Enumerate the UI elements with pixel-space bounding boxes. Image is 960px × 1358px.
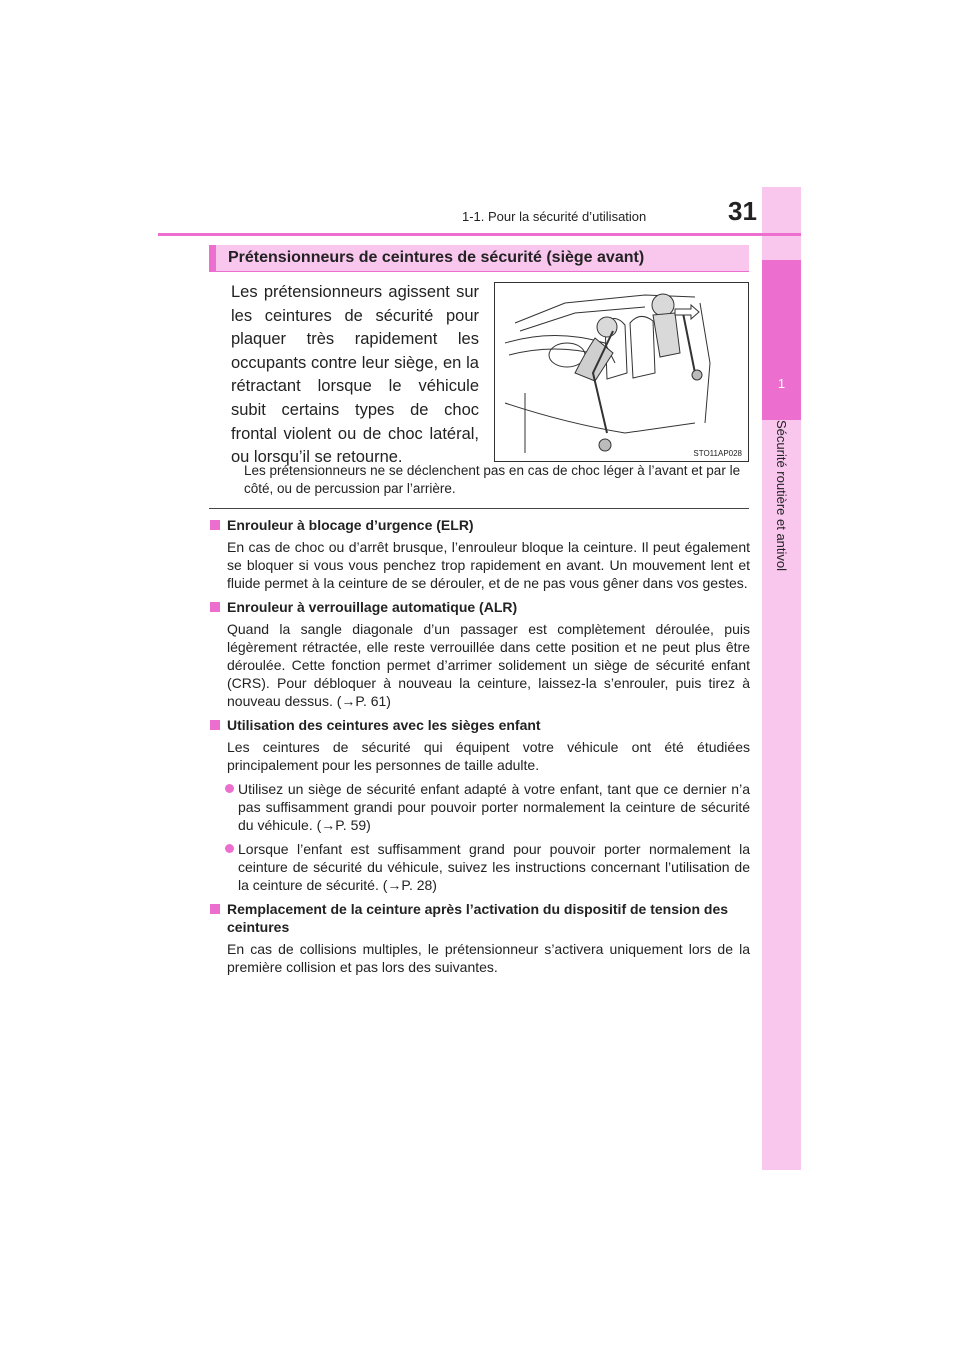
item-body: En cas de collisions multiples, le prétensionneur s’activera uniquement lors de la première collision et pas lors des suivantes. [227, 941, 750, 975]
illustration-code: STO11AP028 [693, 449, 742, 458]
list-item [210, 598, 750, 710]
section-underline [209, 271, 749, 272]
header-rule [158, 233, 801, 236]
chapter-title: Sécurité routière et antivol [774, 420, 789, 572]
item-title-text: Enrouleur à verrouillage automatique (ALR) [227, 599, 518, 615]
items-list [210, 516, 750, 976]
pretensioner-illustration [494, 282, 749, 462]
item-body: Les ceintures de sécurité qui équipent votre véhicule ont été étudiées principalement pour les personnes de taille adulte. [227, 739, 750, 773]
round-bullet-icon [225, 844, 234, 853]
round-bullet-icon [225, 784, 234, 793]
page-number: 31 [728, 196, 757, 226]
note-paragraph: Les prétensionneurs ne se déclenchent pas en cas de choc léger à l’avant et par le côté, ou de percussion par l’arrière. [244, 463, 741, 496]
square-bullet-icon [210, 520, 220, 530]
bullet-item [210, 780, 750, 834]
square-bullet-icon [210, 602, 220, 612]
chapter-side-tab-active [762, 260, 801, 420]
item-title [210, 716, 750, 734]
item-body: Quand la sangle diagonale d’un passager est complètement déroulée, puis légèrement rétractée, elle reste verrouillée dans cette position et ne peut plus être déroulée. Cette fonction permet d’arrimer solidement un siège de sécurité enfant (CRS). Pour débloquer à nouveau la ceinture, laissez-la s’enrouler, puis tirez à nouveau dessus. (→P. 61) [227, 621, 750, 709]
bullet-text: Utilisez un siège de sécurité enfant adapté à votre enfant, tant que ce dernier n’a pas suffisamment grandi pour pouvoir porter normalement la ceinture de sécurité du véhicule. (→P. 59) [238, 781, 750, 833]
item-title-text: Utilisation des ceintures avec les sièges enfant [227, 717, 541, 733]
running-header: 1-1. Pour la sécurité d’utilisation [462, 209, 647, 224]
item-title [210, 598, 750, 616]
bullet-item [210, 840, 750, 894]
item-title [210, 516, 750, 534]
chapter-number: 1 [777, 376, 786, 391]
section-divider [209, 508, 749, 509]
list-item [210, 516, 750, 592]
car-interior-drawing [495, 283, 748, 461]
square-bullet-icon [210, 720, 220, 730]
item-body: En cas de choc ou d’arrêt brusque, l’enrouleur bloque la ceinture. Il peut également se bloquer si vous vous penchez trop rapidement en avant. Un mouvement lent et fluide permet à la ceinture de se dérouler, et de ne pas vous gêner dans vos gestes. [227, 539, 750, 591]
intro-paragraph: Les prétensionneurs agissent sur les ceintures de sécurité pour plaquer très rapidement les occupants contre leur siège, en la rétractant lorsque le véhicule subit certains types de choc frontal violent ou de choc latéral, ou lorsqu’il se retourne. [231, 283, 479, 467]
item-title [210, 900, 750, 936]
item-title-text: Enrouleur à blocage d’urgence (ELR) [227, 517, 474, 533]
list-item [210, 716, 750, 894]
bullet-text: Lorsque l’enfant est suffisamment grand pour pouvoir porter normalement la ceinture de sécurité du véhicule, suivez les instructions concernant l’utilisation de la ceinture de sécurité. (→P. 28) [238, 841, 750, 893]
item-title-text: Remplacement de la ceinture après l’activation du dispositif de tension des ceintures [227, 901, 729, 935]
section-title: Prétensionneurs de ceintures de sécurité (siège avant) [209, 245, 749, 271]
square-bullet-icon [210, 904, 220, 914]
list-item [210, 900, 750, 976]
